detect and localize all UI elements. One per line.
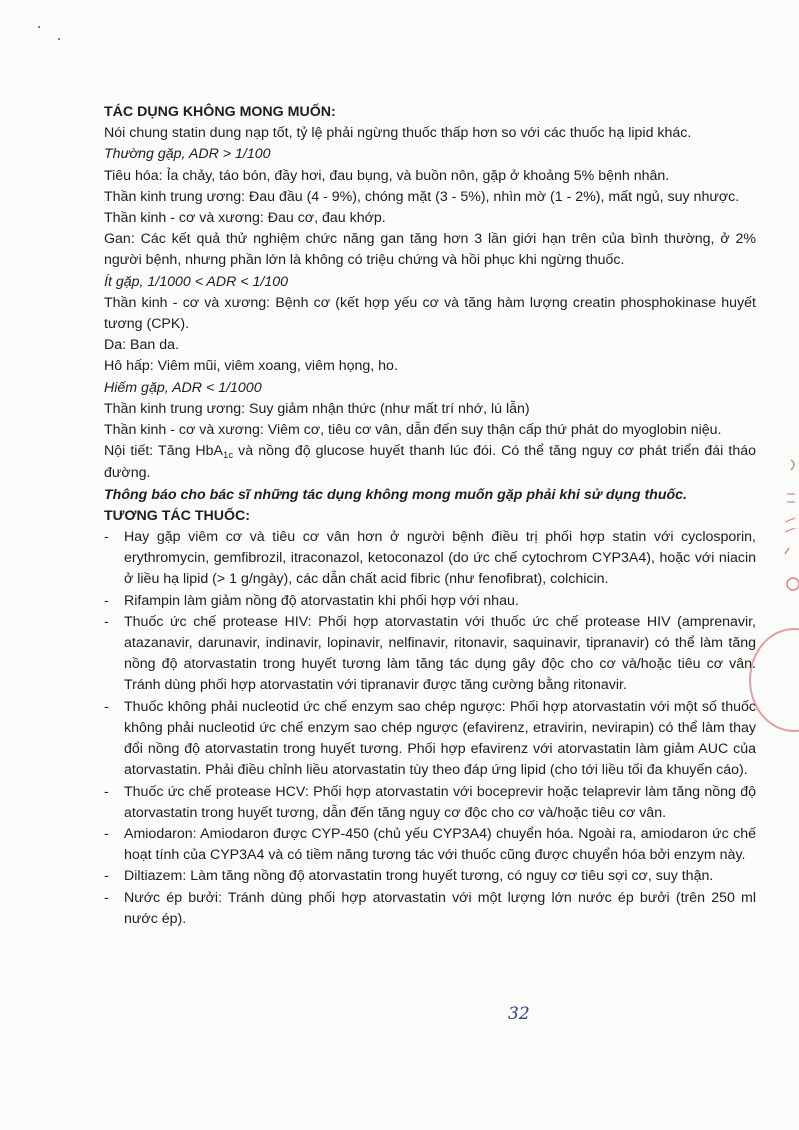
rare-effect-endocrine — [104, 441, 756, 484]
endocrine-text-start: Nội tiết: Tăng HbA — [104, 443, 224, 460]
rare-frequency-label: Hiếm gặp, ADR < 1/1000 — [104, 379, 262, 396]
common-effect-musculoskeletal: Thần kinh - cơ và xương: Đau cơ, đau khớp. — [104, 210, 386, 227]
scan-speck — [38, 26, 40, 28]
stamp-fragment-marks — [769, 454, 799, 614]
interactions-list — [104, 527, 756, 930]
endocrine-text-end: và nồng độ glucose huyết thanh lúc đói. Có thể tăng nguy cơ phát triển đái tháo đường. — [104, 443, 756, 482]
rare-effect-musculoskeletal: Thần kinh - cơ và xương: Viêm cơ, tiêu cơ vân, dẫn đến suy thận cấp thứ phát do myoglobin niệu. — [104, 422, 722, 439]
doctor-notice: Thông báo cho bác sĩ những tác dụng không mong muốn gặp phải khi sử dụng thuốc. — [104, 486, 687, 503]
interaction-item-myopathy: - Hay gặp viêm cơ và tiêu cơ vân hơn ở người bệnh điều trị phối hợp statin với cyclosporin, erythromycin, gemfibrozil, itraconazol, ketoconazol (do ức chế cytochrom CYP3A4), hoặc với niacin ở liều hạ lipid (> 1 g/ngày), các dẫn chất acid fibric (như fenofibrat), colchicin. — [124, 527, 756, 591]
common-effect-cns: Thần kinh trung ương: Đau đầu (4 - 9%), chóng mặt (3 - 5%), nhìn mờ (1 - 2%), mất ngủ, suy nhược. — [104, 188, 740, 205]
adverse-effects-heading: TÁC DỤNG KHÔNG MONG MUỐN: — [104, 104, 336, 120]
interaction-item-rifampin: - Rifampin làm giảm nồng độ atorvastatin khi phối hợp với nhau. — [124, 591, 756, 612]
hba1c-subscript: 1c — [223, 450, 234, 462]
stamp-fragment-icon — [769, 454, 799, 614]
interaction-item-grapefruit: - Nước ép bưởi: Tránh dùng phối hợp atorvastatin với một lượng lớn nước ép bưởi (trên 250 ml nước ép). — [124, 888, 756, 930]
scan-speck — [58, 38, 60, 40]
page-number-handwritten: 32 — [508, 1004, 530, 1024]
interaction-item-nnrti: - Thuốc không phải nucleotid ức chế enzym sao chép ngược: Phối hợp atorvastatin với một số thuốc không phải nucleotid ức chế enzym sao chép ngược (efavirenz, etravirin, nevirapin) có thể làm thay đổi nồng độ atorvastatin trong huyết tương. Phối hợp efavirenz với atorvastatin làm giảm AUC của atorvastatin. Phải điều chỉnh liều atorvastatin tùy theo đáp ứng lipid (cho tới liều tối đa khuyến cáo). — [124, 697, 756, 782]
uncommon-frequency-label: Ít gặp, 1/1000 < ADR < 1/100 — [104, 273, 289, 290]
common-effect-digestive: Tiêu hóa: Ỉa chảy, táo bón, đầy hơi, đau bụng, và buồn nôn, gặp ở khoảng 5% bệnh nhân. — [104, 167, 670, 184]
uncommon-effect-skin: Da: Ban da. — [104, 337, 179, 354]
interaction-item-hcv-protease: - Thuốc ức chế protease HCV: Phối hợp atorvastatin với boceprevir hoặc telaprevir làm tăng nồng độ atorvastatin trong huyết tương, dẫn đến tăng nguy cơ độc cho cơ và/hoặc tiêu cơ vân. — [124, 782, 756, 824]
rare-effect-cns: Thần kinh trung ương: Suy giảm nhận thức (như mất trí nhớ, lú lẫn) — [104, 400, 530, 417]
interaction-item-amiodaron: - Amiodaron: Amiodaron được CYP-450 (chủ yếu CYP3A4) chuyển hóa. Ngoài ra, amiodaron ức chế hoạt tính của CYP3A4 và có tiềm năng tương tác với thuốc cũng được chuyển hóa bởi enzym này. — [124, 824, 756, 866]
red-stamp-edge — [749, 628, 799, 732]
common-frequency-label: Thường gặp, ADR > 1/100 — [104, 146, 271, 163]
interaction-item-hiv-protease: - Thuốc ức chế protease HIV: Phối hợp atorvastatin với thuốc ức chế protease HIV (amprenavir, atazanavir, darunavir, indinavir, lopinavir, nelfinavir, ritonavir, saquinavir, tipranavir) có thể làm tăng nồng độ atorvastatin trong huyết tương làm tăng tác dụng gây độc cho cơ và/hoặc tiêu cơ vân. Tránh dùng phối hợp atorvastatin với tipranavir được tăng cường bằng ritonavir. — [124, 612, 756, 697]
uncommon-effect-respiratory: Hô hấp: Viêm mũi, viêm xoang, viêm họng, ho. — [104, 358, 398, 375]
common-effect-liver: Gan: Các kết quả thử nghiệm chức năng gan tăng hơn 3 lần giới hạn trên của bình thường, ở 2% người bệnh, nhưng phần lớn là không có triệu chứng và hồi phục khi ngừng thuốc. — [104, 231, 756, 269]
document-page — [104, 102, 756, 930]
adverse-intro: Nói chung statin dung nạp tốt, tỷ lệ phải ngừng thuốc thấp hơn so với các thuốc hạ lipid khác. — [104, 125, 692, 142]
uncommon-effect-musculoskeletal: Thần kinh - cơ và xương: Bệnh cơ (kết hợp yếu cơ và tăng hàm lượng creatin phosphokinase huyết tương (CPK). — [104, 294, 756, 333]
interaction-item-diltiazem: - Diltiazem: Làm tăng nồng độ atorvastatin trong huyết tương, có nguy cơ tiêu sợi cơ, suy thận. — [124, 866, 756, 887]
interactions-heading: TƯƠNG TÁC THUỐC: — [104, 507, 251, 524]
